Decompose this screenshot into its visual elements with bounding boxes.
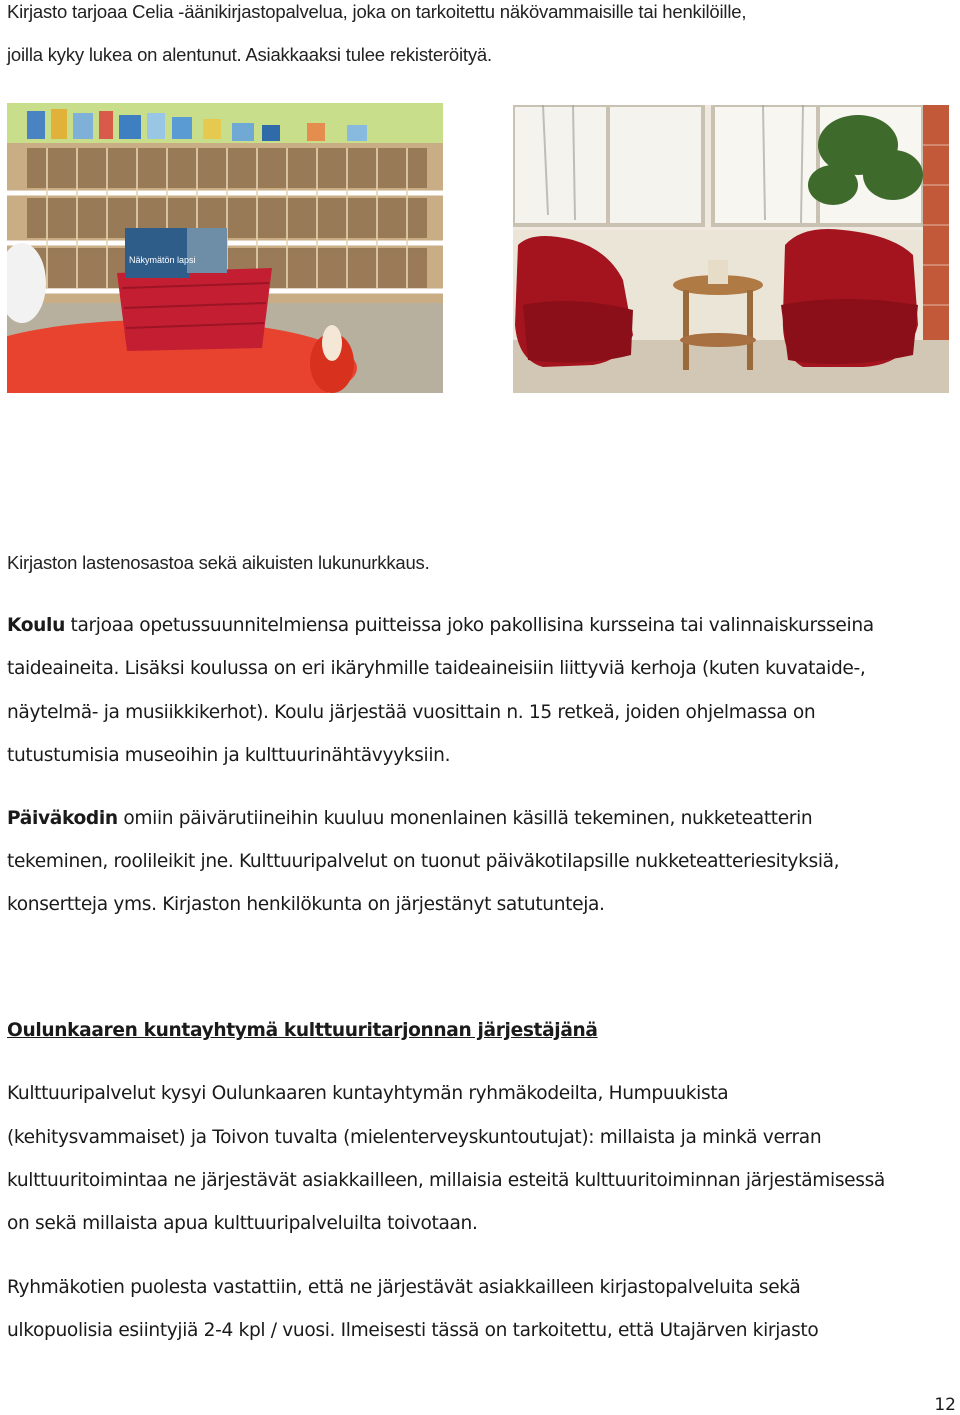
intro-line-2: joilla kyky lukea on alentunut. Asiakkaaksi tulee rekisteröityä. [7, 44, 492, 65]
page-number: 12 [934, 1395, 956, 1415]
paivakoti-bold: Päiväkodin [7, 808, 118, 829]
koulu-line-2: taideaineita. Lisäksi koulussa on eri ikäryhmille taideaineisiin liittyviä kerhoja (kuten kuvataide-, [7, 658, 866, 679]
basket-book-title: Näkymätön lapsi [129, 255, 196, 265]
reading-corner-photo [513, 105, 949, 393]
section-p1-line-1: Kulttuuripalvelut kysyi Oulunkaaren kuntayhtymän ryhmäkodeilta, Humpuukista [7, 1083, 729, 1104]
koulu-line-1 [7, 615, 874, 637]
section-p1-line-2: (kehitysvammaiset) ja Toivon tuvalta (mielenterveyskuntoutujat): millaista ja minkä verran [7, 1127, 822, 1148]
koulu-line-3: näytelmä- ja musiikkikerhot). Koulu järjestää vuosittain n. 15 retkeä, joiden ohjelmassa on [7, 702, 816, 723]
paivakoti-line-2: tekeminen, roolileikit jne. Kulttuuripalvelut on tuonut päiväkotilapsille nukketeatteriesityksiä, [7, 851, 840, 872]
paivakoti-line-1 [7, 808, 812, 830]
section-heading: Oulunkaaren kuntayhtymä kulttuuritarjonnan järjestäjänä [7, 1020, 598, 1041]
koulu-bold: Koulu [7, 615, 65, 636]
paivakoti-line-3: konsertteja yms. Kirjaston henkilökunta on järjestänyt satutunteja. [7, 894, 605, 915]
section-p1-line-3: kulttuuritoimintaa ne järjestävät asiakkailleen, millaisia esteitä kulttuuritoiminnan järjestämisessä [7, 1170, 885, 1191]
intro-line-1: Kirjasto tarjoaa Celia -äänikirjastopalvelua, joka on tarkoitettu näkövammaisille tai henkilöille, [7, 1, 747, 22]
library-children-section-photo [7, 103, 443, 393]
koulu-line-1-text: tarjoaa opetussuunnitelmiensa puitteissa joko pakollisina kursseina tai valinnaiskursseina [64, 615, 874, 636]
koulu-line-4: tutustumisia museoihin ja kulttuurinähtävyyksiin. [7, 745, 451, 766]
paivakoti-line-1-text: omiin päivärutiineihin kuuluu monenlainen käsillä tekeminen, nukketeatterin [117, 808, 813, 829]
section-p2-line-1: Ryhmäkotien puolesta vastattiin, että ne järjestävät asiakkailleen kirjastopalveluita sekä [7, 1277, 801, 1298]
section-p2-line-2: ulkopuolisia esiintyjiä 2-4 kpl / vuosi. Ilmeisesti tässä on tarkoitettu, että Utajärven kirjasto [7, 1320, 819, 1341]
photo-caption: Kirjaston lastenosastoa sekä aikuisten lukunurkkaus. [7, 552, 430, 573]
section-p1-line-4: on sekä millaista apua kulttuuripalveluilta toivotaan. [7, 1213, 478, 1234]
